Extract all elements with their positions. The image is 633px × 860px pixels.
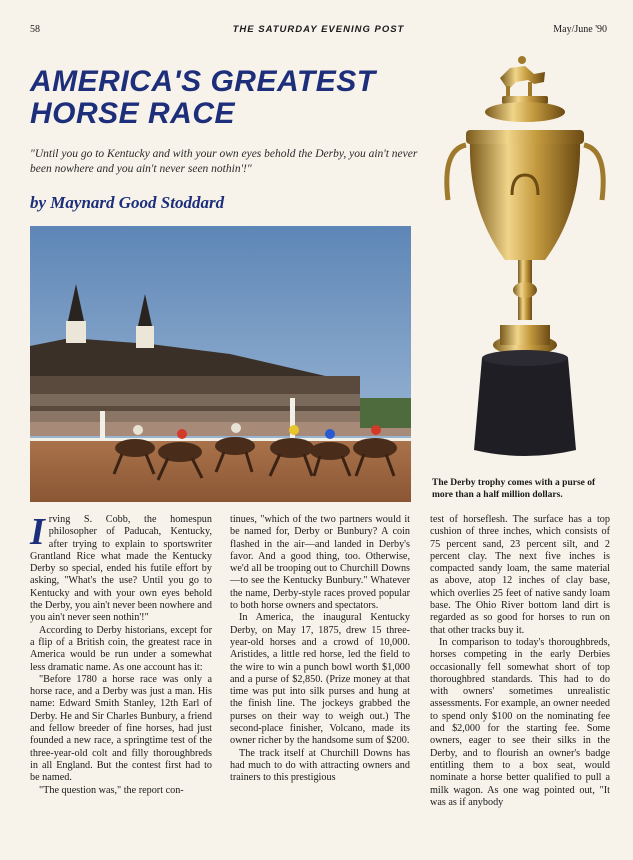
body-column-2 (230, 514, 410, 785)
paragraph: Irving S. Cobb, the homespun philosopher of Paducah, Kentucky, after trying to explain to sportswriter Grantland Rice what made the Kentucky Derby so special, ended his futile effort by asking, "What's the use? Until you go to Kentucky and with your own eyes behold the Derby, you ain't never been nowhere and you ain't never seen nothin'!" (30, 511, 212, 624)
issue-date: May/June '90 (553, 24, 607, 35)
trophy-caption: The Derby trophy comes with a purse of more than a half million dollars. (432, 478, 596, 500)
article-title (30, 66, 450, 130)
title-line-1: AMERICA'S GREATEST (30, 65, 376, 98)
paragraph: In comparison to today's thoroughbreds, horses competing in the early Derbies occasionally fell somewhat short of top thoroughbred standards. This had to do with owners' sometimes unrealistic assessments. For example, an owner needed to spend only $100 on the nominating fee and $2,000 for the starting fee. Some owners, eager to see their silks in the Derby, and to flourish an owner's badge entitling them to a box seat, would nominate a horse better qualified to pull a milk wagon. As one wag pointed out, "It was as if anybody (430, 636, 610, 808)
paragraph: The track itself at Churchill Downs has had much to do with attracting owners and trainers to this prestigious (230, 747, 410, 784)
body-column-1 (30, 511, 212, 797)
paragraph: In America, the inaugural Kentucky Derby, on May 17, 1875, drew 15 three-year-old horses and a crowd of 10,000. Aristides, a little red horse, led the field to the wire to win a punch bowl worth $1,000 and a purse of $2,850. (Prize money at that time was put into silk purses and hung at the finish line. The jockeys grabbed the purses on their way to weigh out.) The second-place finisher, Volcano, made its owner richer by the handsome sum of $200. (230, 612, 410, 747)
paragraph: tinues, "which of the two partners would it be named for, Derby or Bunbury? A coin flashed in the air—and landed in Derby's favor. And a good thing, too. Otherwise, we'd all be trooping out to Churchill Downs—to see the Kentucky Bunbury." Whatever the name, Derby-style races proved popular to both horse owners and spectators. (230, 514, 410, 612)
page-header (30, 24, 607, 40)
article-deck-quote: "Until you go to Kentucky and with your own eyes behold the Derby, you ain't never been nowhere and you ain't never seen nothin'!" (30, 148, 418, 175)
article-byline: by Maynard Good Stoddard (30, 193, 225, 212)
title-line-2: HORSE RACE (30, 97, 236, 130)
paragraph: "Before 1780 a horse race was only a horse race, and a Derby was just a man. His name: Edward Smith Stanley, 12th Earl of Derby. He and Sir Charles Bunbury, a friend and fellow breeder of fine horses, had just founded a new race, a springtime test of the three-year-old colt and filly thoroughbreds in all England. But the contest first had to be named. (30, 673, 212, 784)
publication-name: THE SATURDAY EVENING POST (232, 24, 405, 35)
paragraph: "The question was," the report con- (39, 784, 184, 796)
drop-cap: I (30, 511, 45, 553)
derby-trophy-photo (430, 50, 610, 470)
paragraph: test of horseflesh. The surface has a top cushion of three inches, which consists of 75 percent sand, 23 percent silt, and 2 percent clay. The next five inches is compacted sandy loam, the same material as above, atop 12 inches of clay base, which overlies 25 feet of native sandy loam base. The Ohio River bottom land dirt is regarded as so good for horses to run on that other tracks buy it. (430, 514, 610, 636)
derby-race-photo (30, 226, 411, 502)
page-number: 58 (30, 24, 40, 35)
paragraph: According to Derby historians, except for a flip of a British coin, the greatest race in America would be run under a somewhat less dramatic name. As one account has it: (30, 624, 212, 673)
body-column-3 (430, 514, 610, 809)
